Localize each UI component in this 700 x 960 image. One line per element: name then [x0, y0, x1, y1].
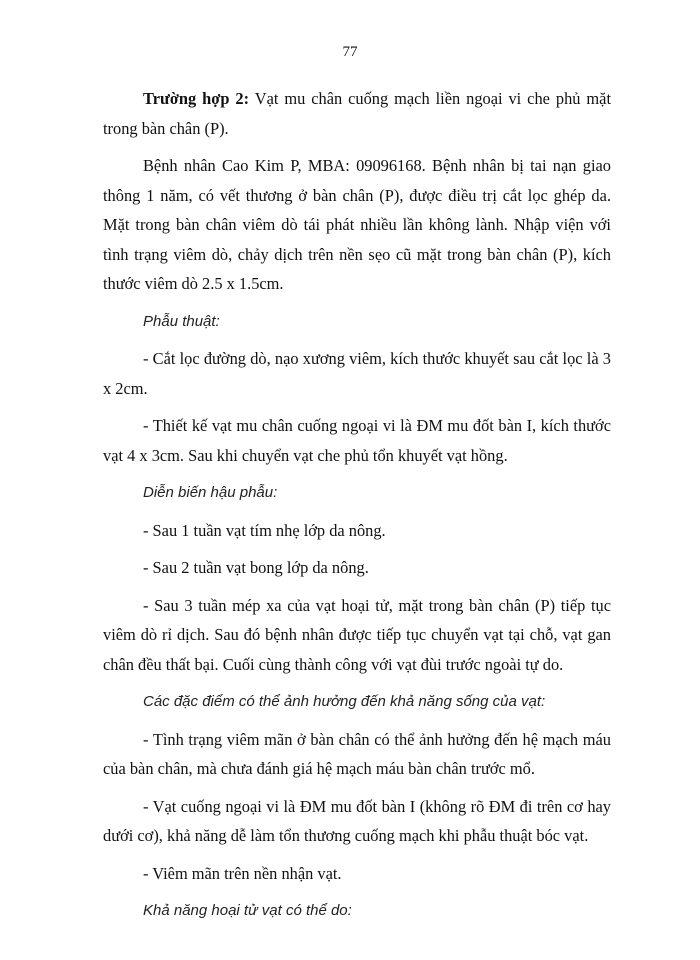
- factors-item: - Tình trạng viêm mãn ở bàn chân có thể ảnh hưởng đến hệ mạch máu của bàn chân, mà chưa đánh giá hệ mạch máu bàn chân trước mổ.: [103, 729, 611, 778]
- case-heading: [103, 84, 611, 143]
- surgery-item: - Thiết kế vạt mu chân cuống ngoại vi là ĐM mu đốt bàn I, kích thước vạt 4 x 3cm. Sau khi chuyển vạt che phủ tổn khuyết vạt hồng.: [103, 416, 611, 465]
- factors-item: - Viêm mãn trên nền nhận vạt.: [143, 863, 342, 883]
- surgery-item: - Cắt lọc đường dò, nạo xương viêm, kích thước khuyết sau cắt lọc là 3 x 2cm.: [103, 349, 611, 398]
- postop-item: - Sau 1 tuần vạt tím nhẹ lớp da nông.: [143, 520, 386, 540]
- factors-item: - Vạt cuống ngoại vi là ĐM mu đốt bàn I (không rõ ĐM đi trên cơ hay dưới cơ), khả năng dễ làm tổn thương cuống mạch khi phẫu thuật bóc vạt.: [103, 796, 611, 845]
- postop-title: Diễn biến hậu phẫu:: [143, 484, 278, 501]
- postop-item: - Sau 3 tuần mép xa của vạt hoại tử, mặt trong bàn chân (P) tiếp tục viêm dò rỉ dịch. Sau đó bệnh nhân được tiếp tục chuyển vạt tại chỗ, vạt gan chân đều thất bại. Cuối cùng thành công với vạt đùi trước ngoài tự do.: [103, 595, 611, 674]
- patient-intro: Bệnh nhân Cao Kim P, MBA: 09096168. Bệnh nhân bị tai nạn giao thông 1 năm, có vết thương ở bàn chân (P), được điều trị cắt lọc ghép da. Mặt trong bàn chân viêm dò tái phát nhiều lần không lành. Nhập viện với tình trạng viêm dò, chảy dịch trên nền sẹo cũ mặt trong bàn chân (P), kích thước viêm dò 2.5 x 1.5cm.: [103, 156, 611, 293]
- surgery-title: Phẫu thuật:: [143, 312, 220, 330]
- page-number: 77: [342, 44, 358, 60]
- necrosis-title: Khả năng hoại tử vạt có thể do:: [143, 902, 352, 919]
- factors-title: Các đặc điểm có thể ảnh hưởng đến khả năng sống của vạt:: [143, 693, 546, 710]
- case-heading-text: Vạt mu chân cuống mạch liền ngoại vi che phủ mặt trong bàn chân (P).: [103, 89, 611, 138]
- postop-item: - Sau 2 tuần vạt bong lớp da nông.: [143, 558, 369, 577]
- case-heading-label: Trường hợp 2:: [143, 89, 250, 108]
- page-content: [103, 84, 611, 934]
